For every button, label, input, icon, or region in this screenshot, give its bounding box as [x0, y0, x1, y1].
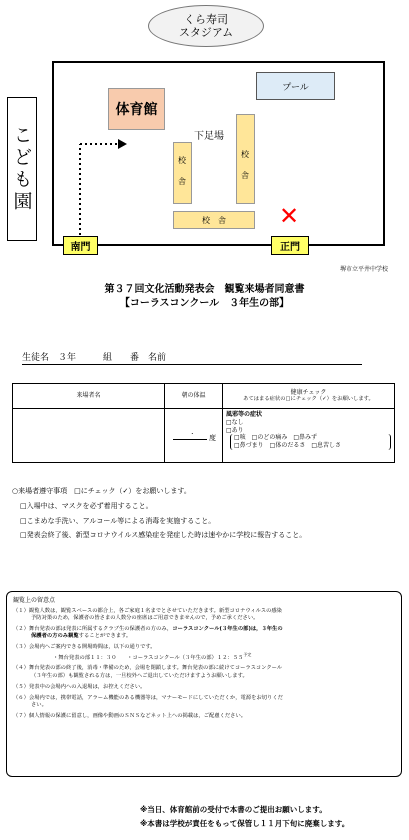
- building-bottom-label: 校 舎: [202, 215, 226, 225]
- kids-garden: [7, 97, 37, 241]
- building-char: 校: [178, 156, 186, 165]
- rule-report-checkbox[interactable]: □発表会終了後、新型コロナウイルス感染症を発症した時は速やかに学校に報告すること。: [20, 531, 307, 540]
- school-building-left: [173, 142, 192, 204]
- note-7: （７）個人情報の保護に留意し，画像や動画のＳＮＳなどネット上への掲載は，ご配慮ください。: [13, 713, 247, 720]
- visitor-rules: [12, 487, 402, 540]
- note-6: （６）会場内では，携帯電話，アラーム機能のある機器等は，マナーモードにしていただくか，電源をお切りくだ さい。: [13, 694, 283, 708]
- symptom-row-1[interactable]: □咳 □のどの痛み □鼻みず: [234, 434, 318, 442]
- main-gate: [271, 236, 309, 255]
- pool-label: プール: [282, 82, 309, 93]
- cross-mark-icon: ✕: [279, 202, 300, 230]
- health-check-table: [12, 383, 395, 463]
- note-3: （３）会場内へご案内できる開場時間は，以下の通りです。 ・舞台発表の部１１：３０ ・コーラスコンクール（３年生の部）１２：$55^{予定}$: [13, 644, 252, 661]
- header-health-check: 健康チェック あてはまる症状の□にチェック（✓）をお願いします。: [223, 384, 395, 409]
- symptom-row-2[interactable]: □鼻づまり □体のだるさ □息苦しさ: [234, 442, 342, 450]
- building-char: 舎: [241, 171, 249, 180]
- temperature-cell[interactable]: [165, 409, 223, 463]
- symptoms-label: 風邪等の症状: [226, 411, 263, 418]
- gym-building: [108, 88, 165, 130]
- symptoms-cell[interactable]: [223, 409, 395, 463]
- rules-heading: ○来場者遵守事項 □にチェック（✓）をお願いします。: [12, 487, 191, 495]
- notes-heading: 観覧上の留意点: [13, 597, 56, 604]
- note-5: （５）発表中の会場内への入退場は，お控えください。: [13, 683, 146, 690]
- pool: [256, 72, 335, 100]
- footer-line-1: ※当日、体育館前の受付で本書のご提出お願いします。: [140, 805, 327, 814]
- rule-mask-checkbox[interactable]: □入場中は、マスクを必ず着用すること。: [20, 501, 153, 510]
- note-1: （１）観覧人数は，観覧スペースの都合上，各ご家庭１名までとさせていただきます。新型コロナウィルスの感染 予防対策のため，保護者の皆さまの人数分の座席はご用意できませんので，予めご承ください。: [13, 607, 282, 621]
- kids-garden-label: こども園: [10, 125, 33, 213]
- stadium-ellipse: [148, 5, 264, 47]
- header-visitor: 来場者名: [13, 384, 165, 409]
- school-name: 堺市立平井中学校: [340, 266, 389, 273]
- school-building-bottom: [173, 211, 255, 229]
- temperature-unit: 度: [209, 434, 216, 442]
- student-name-label: 生徒名 ３年 組 番 名前: [22, 353, 167, 363]
- symptom-options: [230, 434, 391, 450]
- title-line-2: 【コーラスコンクール ３年生の部】: [119, 297, 290, 309]
- south-gate-label: 南門: [70, 242, 91, 253]
- temperature-dot: .: [191, 427, 194, 436]
- footer-notes: [140, 803, 349, 832]
- header-temperature: 朝の体温: [165, 384, 223, 409]
- symptom-yes-checkbox[interactable]: □あり: [226, 426, 244, 434]
- building-char: 舎: [178, 177, 186, 186]
- school-building-right: [236, 114, 255, 204]
- temperature-underline: [173, 439, 207, 440]
- note-2: （２）舞台発表の部は発表に所属するクラブ生の保護者の方のみ，コーラスコンクール(３年生の部)は，３年生の 保護者の方のみ観覧することができます。: [13, 626, 283, 640]
- building-char: 校: [241, 150, 249, 159]
- route-arrow: [60, 136, 130, 244]
- student-name-line[interactable]: [22, 345, 362, 365]
- shoe-area-label: 下足場: [194, 131, 224, 142]
- symptom-none-checkbox[interactable]: □なし: [226, 418, 244, 426]
- visitor-name-cell[interactable]: [13, 409, 165, 463]
- note-4: （４）舞台発表の部の終了後，消毒・準備のため，会場を閉鎖します。舞台発表の部に続けてコーラスコンクール （３年生の部）も観覧される方は，一旦校外へご退出していただけますようお願いします。: [13, 665, 283, 679]
- footer-line-2: ※本書は学校が責任をもって保管し１１月下旬に廃棄します。: [140, 819, 350, 829]
- rule-handwash-checkbox[interactable]: □こまめな手洗い、アルコール等による消毒を実施すること。: [20, 516, 216, 525]
- main-gate-label: 正門: [280, 242, 300, 253]
- campus-map: [0, 0, 409, 275]
- stadium-label: くら寿司 スタジアム: [178, 12, 234, 39]
- viewing-notes-box: [6, 591, 402, 777]
- title-line-1: 第３７回文化活動発表会 観覧来場者同意書: [104, 284, 305, 295]
- gym-label: 体育館: [115, 102, 158, 118]
- document-title: [0, 283, 409, 310]
- south-gate: [63, 236, 98, 255]
